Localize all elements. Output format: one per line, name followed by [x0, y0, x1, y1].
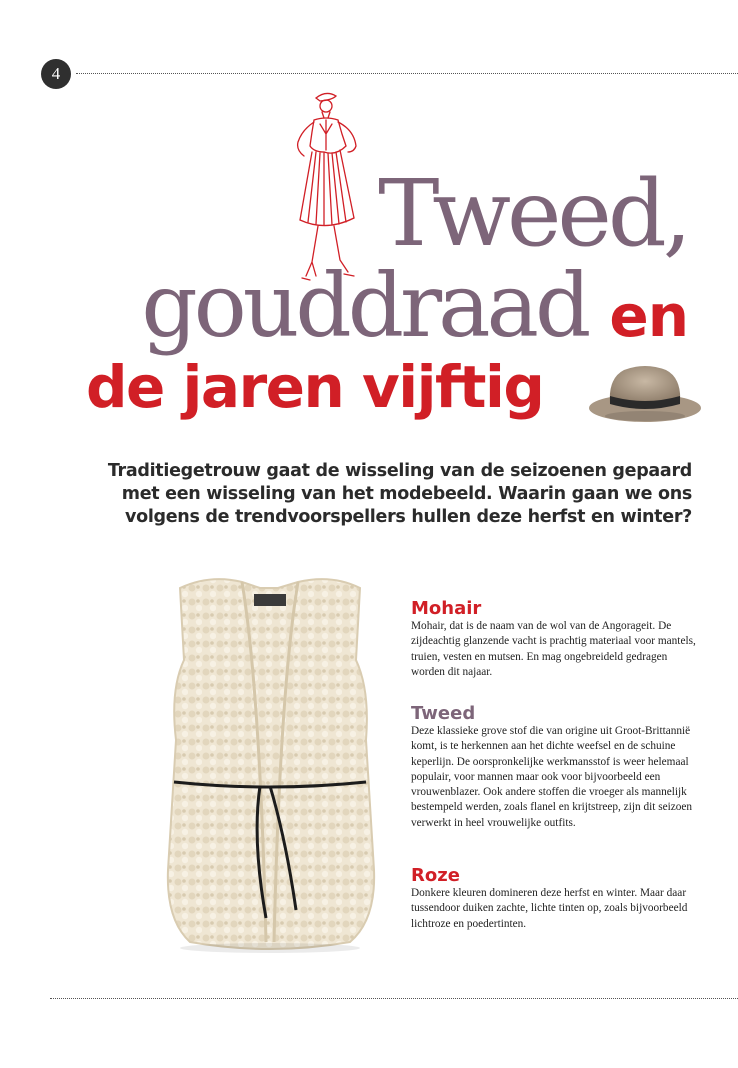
article-body: Mohair, dat is de naam van de wol van de Angorageit. De zijdeachtig glanzende vacht is prachtig materiaal voor mantels, truien, vesten en mutsen. En mag ongebreideld gedragen worden dit najaar.	[411, 620, 696, 678]
page-number: 4	[51, 64, 61, 83]
article-heading: Mohair	[411, 598, 482, 619]
article-roze	[411, 866, 701, 932]
shearling-vest-image	[160, 570, 380, 955]
top-dotted-rule	[76, 73, 738, 74]
article-tweed	[411, 704, 701, 831]
title-line-1: Tweed,	[378, 160, 688, 267]
article-heading: Tweed	[411, 703, 476, 724]
bottom-dotted-rule	[50, 998, 738, 999]
article-mohair	[411, 599, 701, 680]
article-body: Deze klassieke grove stof die van origine uit Groot-Brittannië komt, is te herkennen aan het dichte weefsel en de schuine keperlijn. De oorspronkelijke werkmansstof is weer helemaal populair, voor mannen maar ook voor bijvoorbeeld een vrouwenblazer. Ook andere stoffen die vroeger als mannelijk bestempeld werden, zoals flanel en krijtstreep, zijn dit seizoen verwerkt in heel vrouwelijke outfits.	[411, 725, 693, 829]
article-heading: Roze	[411, 865, 460, 886]
title-line-2-serif: gouddraad	[141, 254, 588, 357]
page-number-badge	[41, 59, 71, 89]
fedora-hat-image	[586, 358, 704, 428]
title-line-3: de jaren vijftig	[86, 353, 544, 421]
intro-paragraph: Traditiegetrouw gaat de wisseling van de seizoenen gepaard met een wisseling van het modebeeld. Waarin gaan we ons volgens de trendvoorspellers hullen deze herfst en winter?	[107, 461, 692, 527]
title-line-2-sans: en	[609, 282, 688, 350]
title-line-2	[141, 254, 688, 357]
article-body: Donkere kleuren domineren deze herfst en winter. Maar daar tussendoor duiken zachte, lichte tinten op, zoals bijvoorbeeld lichtroze en poedertinten.	[411, 887, 688, 930]
